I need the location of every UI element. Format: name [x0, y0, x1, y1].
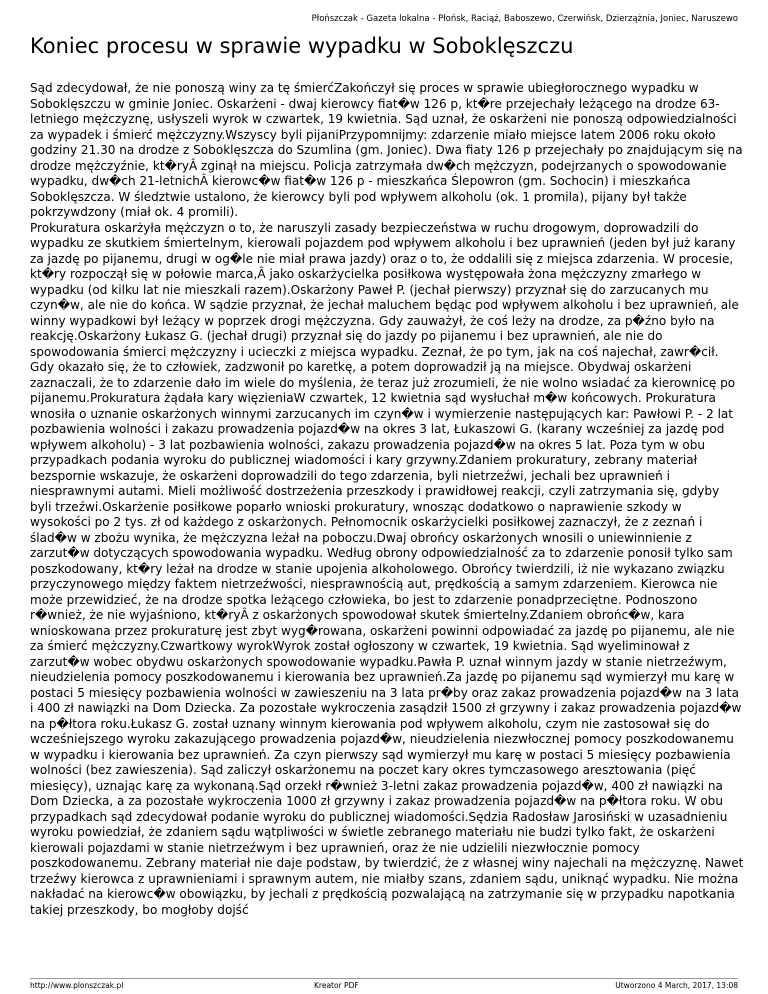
footer-url: http://www.plonszczak.pl [30, 981, 124, 990]
footer-generator: Kreator PDF [314, 981, 359, 990]
running-header: Płońszczak - Gazeta lokalna - Płońsk, Raciąż, Baboszewo, Czerwińsk, Dzierzążnia, Joniec, Naruszewo [311, 14, 738, 24]
page-footer [30, 978, 738, 991]
footer-created: Utworzono 4 March, 2017, 13:08 [615, 981, 738, 990]
article-title: Koniec procesu w sprawie wypadku w Soboklęszczu [30, 34, 574, 58]
article-body: Sąd zdecydował, że nie ponoszą winy za tę śmierćZakończył się proces w sprawie ubiegłorocznego wypadku w Soboklęszczu w gminie Joniec. Oskarżeni - dwaj kierowcy fiat�w 126 p, kt�re przejechały leżącego na drodze 63-letniego mężczyznę, usłyszeli wyrok w czwartek, 19 kwietnia. Sąd uznał, że oskarżeni nie ponoszą odpowiedzialności za wypadek i śmierć mężczyzny.Wszyscy byli pijaniPrzypomnijmy: zdarzenie miało miejsce latem 2006 roku około godziny 21.30 na drodze z Soboklęszcza do Szumlina (gm. Joniec). Dwa fiaty 126 p przejechały po znajdującym się na drodze mężczyźnie, kt�ryÂ zginął na miejscu. Policja zatrzymała dw�ch mężczyzn, podejrzanych o spowodowanie wypadku, dw�ch 21-letnichÂ kierowc�w fiat�w 126 p - mieszkańca Ślepowron (gm. Sochocin) i mieszkańca Soboklęszcza. W śledztwie ustalono, że kierowcy byli pod wpływem alkoholu (ok. 1 promila), pijany był także pokrzywdzony (miał ok. 4 promili). Prokuratura oskarżyła mężczyzn o to, że naruszyli zasady bezpieczeństwa w ruchu drogowym, doprowadzili do wypadku ze skutkiem śmiertelnym, kierowali pojazdem pod wpływem alkoholu i bez uprawnień (jeden był już karany za jazdę po pijanemu, drugi w og�le nie miał prawa jazdy) oraz o to, że oddalili się z miejsca zdarzenia. W procesie, kt�ry rozpoczął się w połowie marca,Â jako oskarżycielka posiłkowa występowała żona mężczyzny zmarłego w wypadku (od kilku lat nie mieszkali razem).Oskarżony Paweł P. (jechał pierwszy) przyznał się do zarzucanych mu czyn�w, ale nie do końca. W sądzie przyznał, że jechał maluchem będąc pod wpływem alkoholu i bez uprawnień, ale winny wypadkowi był leżący w poprzek drogi mężczyzna. Gdy zauważył, że coś leży na drodze, za p�źno było na reakcję.Oskarżony Łukasz G. (jechał drugi) przyznał się do jazdy po pijanemu i bez uprawnień, ale nie do spowodowania śmierci mężczyzny i ucieczki z miejsca wypadku. Zeznał, że po tym, jak na coś najechał, zawr�cił. Gdy okazało się, że to człowiek, zadzwonił po karetkę, a potem doprowadził ją na miejsce. Obydwaj oskarżeni zaznaczali, że to zdarzenie dało im wiele do myślenia, że teraz już zrozumieli, że nie wolno wsiadać za kierownicę po pijanemu.Prokuratura żądała kary więzieniaW czwartek, 12 kwietnia sąd wysłuchał m�w końcowych. Prokuratura wnosiła o uznanie oskarżonych winnymi zarzucanych im czyn�w i wymierzenie następujących kar: Pawłowi P. - 2 lat pozbawienia wolności i zakazu prowadzenia pojazd�w na okres 3 lat, Łukaszowi G. (karany wcześniej za jazdę pod wpływem alkoholu) - 3 lat pozbawienia wolności, zakazu prowadzenia pojazd�w na okres 5 lat. Poza tym w obu przypadkach podania wyroku do publicznej wiadomości i kary grzywny.Zdaniem prokuratury, zebrany materiał bezspornie wskazuje, że oskarżeni doprowadzili do tego zdarzenia, byli nietrzeźwi, jechali bez uprawnień i niesprawnymi autami. Mieli możliwość dostrzeżenia przeszkody i prawidłowej reakcji, czyli zatrzymania się, gdyby byli trzeźwi.Oskarżenie posiłkowe poparło wnioski prokuratury, wnosząc dodatkowo o naprawienie szkody w wysokości po 2 tys. zł od każdego z oskarżonych. Pełnomocnik oskarżycielki posiłkowej zaznaczył, że z zeznań i ślad�w w zbożu wynika, że mężczyzna leżał na poboczu.Dwaj obrońcy oskarżonych wnosili o uniewinnienie z zarzut�w dotyczących spowodowania wypadku. Według obrony odpowiedzialność za to zdarzenie ponosił tylko sam poszkodowany, kt�ry leżał na drodze w stanie upojenia alkoholowego. Obrońcy twierdzili, iż nie wykazano związku przyczynowego między faktem nietrzeźwości, niesprawnością aut, prędkością a samym zdarzeniem. Kierowca nie może przewidzieć, że na drodze spotka leżącego człowieka, bo jest to zdarzenie ponadprzeciętne. Podnoszono r�wnież, że nie wyjaśniono, kt�ryÂ z oskarżonych spowodował skutek śmiertelny.Zdaniem obrońc�w, kara wnioskowana przez prokuraturę jest zbyt wyg�rowana, oskarżeni powinni odpowiadać za jazdę po pijanemu, ale nie za śmierć mężczyzny.Czwartkowy wyrokWyrok został ogłoszony w czwartek, 19 kwietnia. Sąd wyeliminował z zarzut�w wobec obydwu oskarżonych spowodowanie wypadku.Pawła P. uznał winnym jazdy w stanie nietrzeźwym, nieudzielenia pomocy poszkodowanemu i kierowania bez uprawnień.Za jazdę po pijanemu sąd wymierzył mu karę w postaci 5 miesięcy pozbawienia wolności w zawieszeniu na 3 lata pr�by oraz zakaz prowadzenia pojazd�w na 3 lata i 400 zł nawiązki na Dom Dziecka. Za pozostałe wykroczenia zasądził 1500 zł grzywny i zakaz prowadzenia pojazd�w na p�łtora roku.Łukasz G. został uznany winnym kierowania pod wpływem alkoholu, czym nie zastosował się do wcześniejszego wyroku zakazującego prowadzenia pojazd�w, nieudzielenia niezwłocznej pomocy poszkodowanemu w wypadku i kierowania bez uprawnień. Za czyn pierwszy sąd wymierzył mu karę w postaci 5 miesięcy pozbawienia wolności (bez zawieszenia). Sąd zaliczył oskarżonemu na poczet kary okres tymczasowego aresztowania (pięć miesięcy), uznając karę za wykonaną.Sąd orzekł r�wnież 3-letni zakaz prowadzenia pojazd�w, 400 zł nawiązki na Dom Dziecka, a za pozostałe wykroczenia 1000 zł grzywny i zakaz prowadzenia pojazd�w na p�łtora roku. W obu przypadkach sąd zdecydował podanie wyroku do publicznej wiadomości.Sędzia Radosław Jarosiński w uzasadnieniu wyroku powiedział, że zdaniem sądu wątpliwości w świetle zebranego materiału nie budzi tylko fakt, że oskarżeni kierowali pojazdami w stanie nietrzeźwym i bez uprawnień, oraz że nie udzielili niezwłocznie pomocy poszkodowanemu. Zebrany materiał nie daje podstaw, by twierdzić, że z własnej winy najechali na mężczyznę. Nawet trzeźwy kierowca z uprawnieniami i sprawnym autem, nie miałby szans, zdaniem sądu, uniknąć wypadku. Nie można nakładać na kierowc�w obowiązku, by jechali z prędkością pozwalającą na zatrzymanie się w przypadku napotkania takiej przeszkody, bo mogłoby dojść [30, 81, 744, 917]
